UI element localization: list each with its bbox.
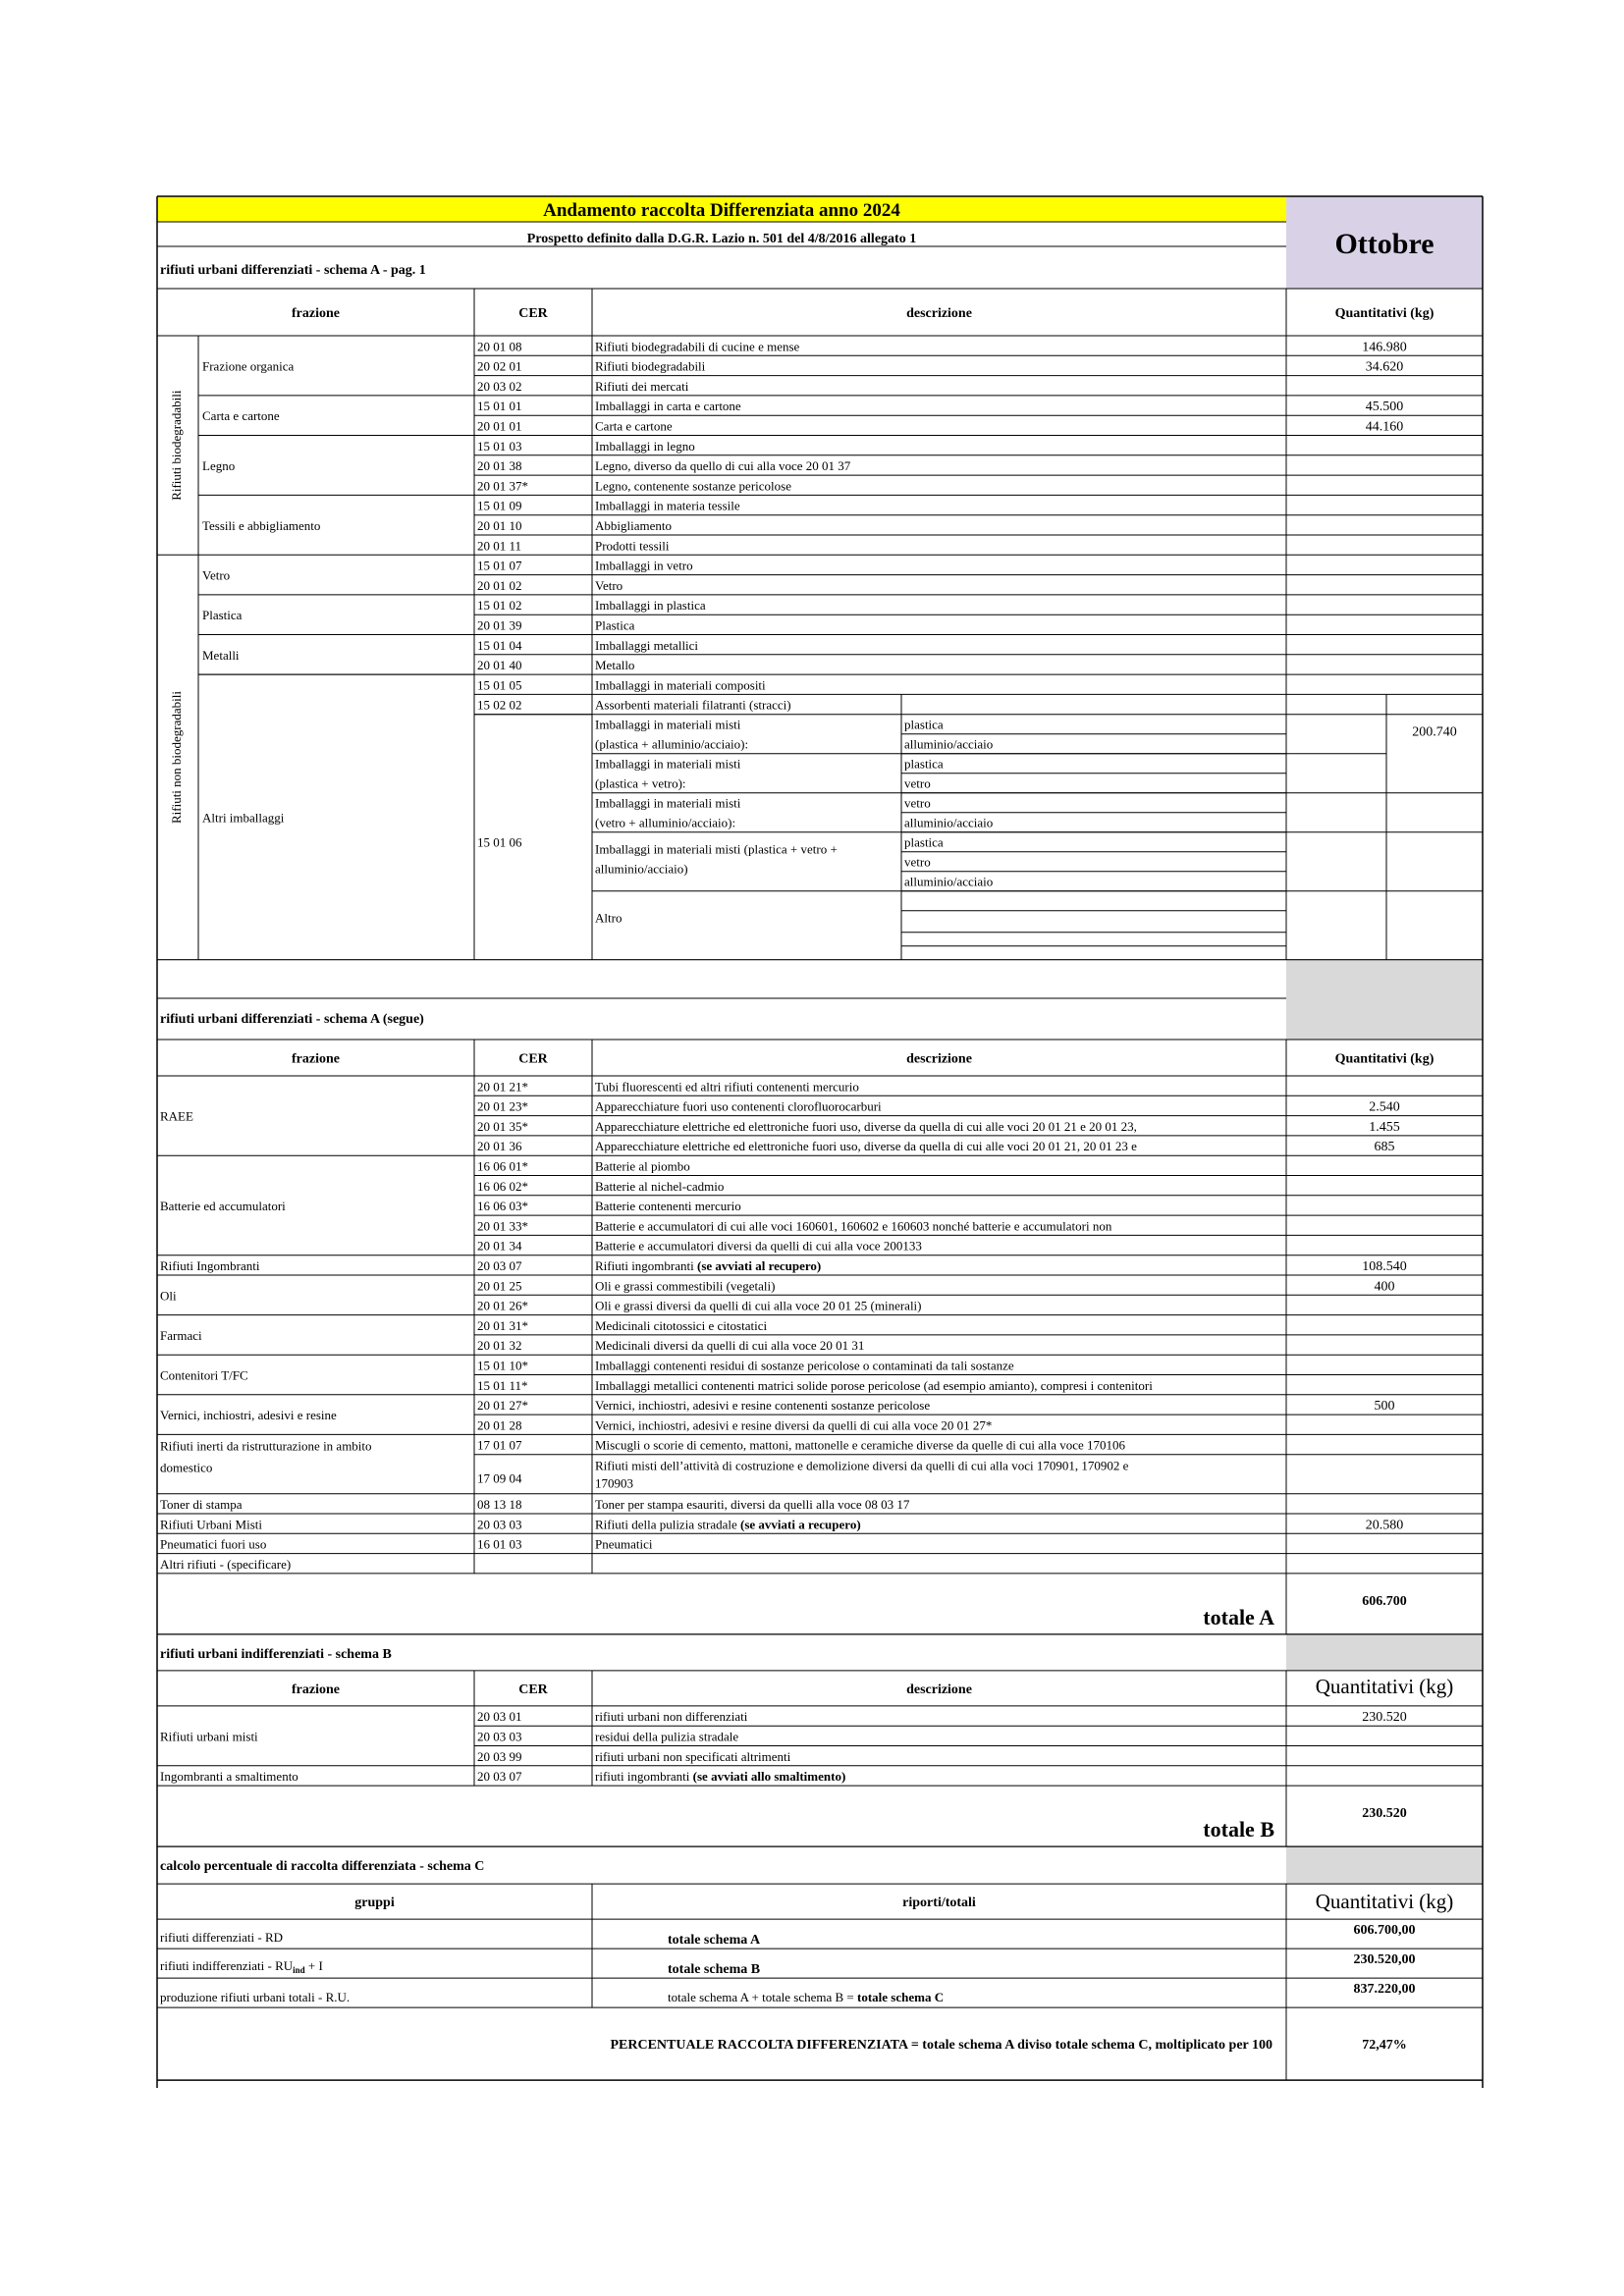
col-header-gruppi: gruppi bbox=[354, 1896, 395, 1911]
totale-a-label: totale A bbox=[1203, 1604, 1274, 1629]
col-header-frazione: frazione bbox=[292, 306, 340, 321]
group-label-bio: Rifiuti biodegradabili bbox=[169, 390, 184, 501]
description: (vetro + alluminio/acciaio): bbox=[595, 815, 736, 830]
cer-code: 15 01 07 bbox=[477, 558, 522, 573]
gray-fill-a bbox=[1286, 960, 1483, 1040]
frazione-label: Ingombranti a smaltimento bbox=[160, 1769, 298, 1785]
description: Prodotti tessili bbox=[595, 538, 670, 554]
cer-code: 20 01 21* bbox=[477, 1079, 528, 1095]
quantity-value: 1.455 bbox=[1369, 1119, 1400, 1135]
description: Abbigliamento bbox=[595, 518, 672, 533]
frazione-label: Rifiuti urbani misti bbox=[160, 1729, 258, 1744]
description: Miscugli o scorie di cemento, mattoni, mattonelle e ceramiche diverse da quelle di cui alla voce 170106 bbox=[595, 1437, 1126, 1453]
description: Batterie e accumulatori diversi da quelli di cui alla voce 200133 bbox=[595, 1238, 922, 1254]
description: Toner per stampa esauriti, diversi da quelli alla voce 08 03 17 bbox=[595, 1497, 910, 1512]
description: Apparecchiature fuori uso contenenti clorofluorocarburi bbox=[595, 1098, 882, 1114]
cer-code: 15 01 04 bbox=[477, 637, 522, 653]
cer-code: 20 01 36 bbox=[477, 1139, 522, 1154]
col-header-descrizione: descrizione bbox=[906, 306, 972, 321]
frazione-label: Farmaci bbox=[160, 1327, 202, 1343]
description: Legno, diverso da quello di cui alla voce 20 01 37 bbox=[595, 458, 851, 474]
bold-note: (se avviati allo smaltimento) bbox=[692, 1769, 846, 1785]
percentuale-label: PERCENTUALE RACCOLTA DIFFERENZIATA = totale schema A diviso totale schema C, moltiplicato per 100 bbox=[610, 2038, 1272, 2054]
col-header-frazione: frazione bbox=[292, 1682, 340, 1697]
frazione-label: Metalli bbox=[202, 647, 240, 663]
cer-code: 16 06 02* bbox=[477, 1178, 528, 1194]
frazione-label: domestico bbox=[160, 1460, 213, 1475]
description: Rifiuti ingombranti (se avviati al recupero) bbox=[595, 1258, 822, 1273]
cer-code: 20 01 11 bbox=[477, 538, 522, 554]
riporto-label: totale schema B bbox=[668, 1962, 761, 1978]
material-label: plastica bbox=[904, 834, 944, 850]
cer-code: 20 01 23* bbox=[477, 1098, 528, 1114]
description: Batterie al nichel-cadmio bbox=[595, 1178, 725, 1194]
cer-code: 17 01 07 bbox=[477, 1437, 522, 1453]
col-header-riporti: riporti/totali bbox=[902, 1896, 976, 1911]
cer-code: 16 01 03 bbox=[477, 1536, 522, 1552]
cer-code: 20 01 37* bbox=[477, 478, 528, 494]
description: Legno, contenente sostanze pericolose bbox=[595, 478, 791, 494]
cer-code: 15 01 05 bbox=[477, 677, 522, 693]
description: Rifiuti misti dell’attività di costruzione e demolizione diversi da quelli di cui alla voci 170901, 170902 e bbox=[595, 1458, 1129, 1473]
frazione-label: Carta e cartone bbox=[202, 408, 280, 424]
cer-code: 20 01 25 bbox=[477, 1278, 522, 1294]
cer-code: 20 01 38 bbox=[477, 458, 522, 474]
frazione-label: Rifiuti Ingombranti bbox=[160, 1258, 260, 1273]
description: Pneumatici bbox=[595, 1536, 653, 1552]
month-label: Ottobre bbox=[1334, 228, 1435, 260]
description: 170903 bbox=[595, 1475, 633, 1491]
cer-code: 16 06 01* bbox=[477, 1158, 528, 1174]
cer-code: 20 01 10 bbox=[477, 518, 522, 533]
col-header-quantita: Quantitativi (kg) bbox=[1315, 1674, 1454, 1698]
cer-code: 20 03 99 bbox=[477, 1748, 522, 1764]
report-title: Andamento raccolta Differenziata anno 2024 bbox=[543, 200, 900, 221]
material-label: vetro bbox=[904, 775, 931, 791]
description: Imballaggi in legno bbox=[595, 438, 695, 454]
gruppo-label: rifiuti differenziati - RD bbox=[160, 1930, 284, 1946]
frazione-label: Rifiuti Urbani Misti bbox=[160, 1517, 262, 1532]
frazione-label: Pneumatici fuori uso bbox=[160, 1536, 267, 1552]
frazione-label: Batterie ed accumulatori bbox=[160, 1198, 286, 1213]
col-header-cer: CER bbox=[518, 1682, 548, 1697]
gray-fill-b bbox=[1286, 1634, 1483, 1671]
description: Vernici, inchiostri, adesivi e resine contenenti sostanze pericolose bbox=[595, 1398, 931, 1414]
table-texts bbox=[160, 200, 1457, 2053]
quantity-value: 34.620 bbox=[1365, 359, 1404, 375]
cer-code: 20 01 33* bbox=[477, 1218, 528, 1234]
cer-code: 20 01 27* bbox=[477, 1398, 528, 1414]
riporto-label: totale schema A + totale schema B = totale schema C bbox=[668, 1990, 945, 2005]
quantity-value: 2.540 bbox=[1369, 1099, 1400, 1115]
cer-code: 15 01 06 bbox=[477, 834, 522, 850]
material-label: vetro bbox=[904, 854, 931, 870]
section-title-b: rifiuti urbani indifferenziati - schema B bbox=[160, 1646, 392, 1662]
cer-code: 20 01 01 bbox=[477, 418, 522, 434]
description: (plastica + vetro): bbox=[595, 775, 686, 791]
frazione-label: Altri rifiuti - (specificare) bbox=[160, 1556, 292, 1572]
quantity-value: 146.980 bbox=[1362, 340, 1407, 355]
frazione-label: Oli bbox=[160, 1288, 177, 1304]
totale-schema-a-value: 606.700,00 bbox=[1353, 1923, 1416, 1939]
quantity-value: 45.500 bbox=[1365, 400, 1404, 415]
description: Imballaggi in materiali compositi bbox=[595, 677, 766, 693]
gruppo-label: produzione rifiuti urbani totali - R.U. bbox=[160, 1990, 351, 2005]
totale-b-value: 230.520 bbox=[1362, 1806, 1407, 1822]
material-label: vetro bbox=[904, 795, 931, 811]
cer-code: 15 02 02 bbox=[477, 697, 522, 713]
description: Tubi fluorescenti ed altri rifiuti contenenti mercurio bbox=[595, 1079, 859, 1095]
cer-code: 15 01 09 bbox=[477, 498, 522, 513]
frazione-label: RAEE bbox=[160, 1108, 193, 1124]
bold-note: (se avviati al recupero) bbox=[697, 1258, 822, 1273]
description: Vernici, inchiostri, adesivi e resine diversi da quelli di cui alla voce 20 01 27* bbox=[595, 1417, 993, 1433]
description: Rifiuti della pulizia stradale (se avviati a recupero) bbox=[595, 1517, 861, 1532]
col-header-cer: CER bbox=[518, 1051, 548, 1067]
frazione-label: Vetro bbox=[202, 567, 231, 583]
percentuale-value: 72,47% bbox=[1362, 2038, 1407, 2054]
description: Assorbenti materiali filatranti (stracci) bbox=[595, 697, 791, 713]
gruppo-label-tail: + I bbox=[304, 1958, 323, 1974]
description: Imballaggi in materia tessile bbox=[595, 498, 740, 513]
description: Imballaggi metallici contenenti matrici solide porose pericolose (ad esempio amianto), compresi i contenitori bbox=[595, 1377, 1153, 1393]
col-header-quantita: Quantitativi (kg) bbox=[1315, 1890, 1454, 1914]
description: Rifiuti biodegradabili bbox=[595, 358, 706, 374]
description: Rifiuti biodegradabili di cucine e mense bbox=[595, 339, 800, 354]
description: Plastica bbox=[595, 617, 635, 633]
description: alluminio/acciaio) bbox=[595, 861, 688, 877]
material-label: alluminio/acciaio bbox=[904, 874, 994, 889]
subscript-ind: ind bbox=[293, 1965, 305, 1976]
cer-code: 20 03 07 bbox=[477, 1769, 522, 1785]
description: Imballaggi in vetro bbox=[595, 558, 693, 573]
bold-note: (se avviati a recupero) bbox=[740, 1517, 861, 1532]
col-header-descrizione: descrizione bbox=[906, 1051, 972, 1067]
description: Metallo bbox=[595, 658, 635, 673]
cer-code: 20 03 02 bbox=[477, 378, 522, 394]
col-header-descrizione: descrizione bbox=[906, 1682, 972, 1697]
material-label: alluminio/acciaio bbox=[904, 815, 994, 830]
description: Rifiuti dei mercati bbox=[595, 378, 689, 394]
cer-code: 15 01 03 bbox=[477, 438, 522, 454]
quantity-value: 44.160 bbox=[1365, 419, 1404, 435]
quantity-value: 20.580 bbox=[1365, 1518, 1404, 1533]
frazione-label: Frazione organica bbox=[202, 358, 295, 374]
cer-code: 20 02 01 bbox=[477, 358, 522, 374]
description: Batterie contenenti mercurio bbox=[595, 1199, 741, 1214]
frazione-label: Legno bbox=[202, 457, 236, 473]
frazione-label: Altri imballaggi bbox=[202, 810, 285, 826]
description: Oli e grassi commestibili (vegetali) bbox=[595, 1278, 776, 1294]
cer-code: 20 01 34 bbox=[477, 1238, 522, 1254]
description: Imballaggi metallici bbox=[595, 637, 699, 653]
cer-code: 20 01 08 bbox=[477, 339, 522, 354]
frazione-label: Contenitori T/FC bbox=[160, 1367, 248, 1383]
material-label: alluminio/acciaio bbox=[904, 736, 994, 752]
description: Imballaggi in plastica bbox=[595, 598, 706, 614]
quantity-value: 685 bbox=[1374, 1140, 1395, 1155]
col-header-cer: CER bbox=[518, 306, 548, 321]
report-subtitle: Prospetto definito dalla D.G.R. Lazio n. 501 del 4/8/2016 allegato 1 bbox=[526, 232, 917, 246]
quantity-value: 200.740 bbox=[1412, 724, 1457, 740]
description: rifiuti ingombranti (se avviati allo smaltimento) bbox=[595, 1769, 846, 1785]
quantity-value: 500 bbox=[1374, 1399, 1395, 1415]
cer-code: 20 01 32 bbox=[477, 1338, 522, 1354]
section-title-c: calcolo percentuale di raccolta differenziata - schema C bbox=[160, 1859, 485, 1875]
section-title-a-cont: rifiuti urbani differenziati - schema A (segue) bbox=[160, 1012, 424, 1027]
description: rifiuti urbani non specificati altrimenti bbox=[595, 1748, 791, 1764]
cer-code: 20 01 40 bbox=[477, 658, 522, 673]
description: Imballaggi in materiali misti bbox=[595, 756, 741, 772]
description: Oli e grassi diversi da quelli di cui alla voce 20 01 25 (minerali) bbox=[595, 1298, 922, 1313]
frazione-label: Tessili e abbigliamento bbox=[202, 517, 321, 533]
cer-code: 20 01 02 bbox=[477, 577, 522, 593]
frazione-label: Rifiuti inerti da ristrutturazione in ambito bbox=[160, 1438, 372, 1454]
description: Vetro bbox=[595, 577, 623, 593]
quantity-value: 400 bbox=[1374, 1279, 1395, 1295]
totale-schema-c-value: 837.220,00 bbox=[1353, 1982, 1416, 1998]
description: Imballaggi in materiali misti bbox=[595, 795, 741, 811]
bold-note: totale schema C bbox=[857, 1990, 945, 2005]
cer-code: 20 01 26* bbox=[477, 1298, 528, 1313]
cer-code: 20 01 39 bbox=[477, 617, 522, 633]
quantity-value: 230.520 bbox=[1362, 1710, 1407, 1726]
material-label: plastica bbox=[904, 756, 944, 772]
gray-fill-c bbox=[1286, 1846, 1483, 1884]
col-header-quantita: Quantitativi (kg) bbox=[1334, 306, 1435, 321]
totale-schema-b-value: 230.520,00 bbox=[1353, 1952, 1416, 1968]
description: Apparecchiature elettriche ed elettroniche fuori uso, diverse da quella di cui alle voci 20 01 21 e 20 01 23, bbox=[595, 1118, 1137, 1134]
cer-code: 20 03 03 bbox=[477, 1517, 522, 1532]
description: Apparecchiature elettriche ed elettroniche fuori uso, diverse da quella di cui alle voci 20 01 21, 20 01 23 e bbox=[595, 1139, 1137, 1154]
description: Carta e cartone bbox=[595, 418, 673, 434]
group-label-nonbio: Rifiuti non biodegradabili bbox=[169, 690, 184, 825]
description: residui della pulizia stradale bbox=[595, 1729, 739, 1744]
description: Medicinali citotossici e citostatici bbox=[595, 1317, 768, 1333]
cer-code: 20 03 07 bbox=[477, 1258, 522, 1273]
totale-b-label: totale B bbox=[1203, 1817, 1274, 1842]
material-label: plastica bbox=[904, 717, 944, 732]
description: rifiuti urbani non differenziati bbox=[595, 1709, 748, 1725]
totale-a-value: 606.700 bbox=[1362, 1593, 1407, 1609]
cer-code: 08 13 18 bbox=[477, 1497, 522, 1512]
quantity-value: 108.540 bbox=[1362, 1259, 1407, 1274]
cer-code: 15 01 01 bbox=[477, 399, 522, 414]
cer-code: 17 09 04 bbox=[477, 1470, 522, 1486]
frazione-label: Plastica bbox=[202, 608, 243, 623]
cer-code: 15 01 10* bbox=[477, 1358, 528, 1373]
col-header-frazione: frazione bbox=[292, 1051, 340, 1067]
cer-code: 20 03 03 bbox=[477, 1729, 522, 1744]
description: Imballaggi contenenti residui di sostanze pericolose o contaminati da tali sostanze bbox=[595, 1358, 1014, 1373]
cer-code: 15 01 11* bbox=[477, 1377, 528, 1393]
cer-code: 15 01 02 bbox=[477, 598, 522, 614]
description: Imballaggi in materiali misti (plastica + vetro + bbox=[595, 841, 838, 857]
cer-code: 16 06 03* bbox=[477, 1199, 528, 1214]
riporto-label: totale schema A bbox=[668, 1933, 761, 1949]
description: (plastica + alluminio/acciaio): bbox=[595, 736, 749, 752]
frazione-label: Toner di stampa bbox=[160, 1497, 243, 1512]
frazione-label: Vernici, inchiostri, adesivi e resine bbox=[160, 1408, 337, 1423]
description: Imballaggi in materiali misti bbox=[595, 717, 741, 732]
description: Imballaggi in carta e cartone bbox=[595, 399, 741, 414]
description: Altro bbox=[595, 910, 623, 926]
description: Batterie e accumulatori di cui alle voci 160601, 160602 e 160603 nonché batterie e accumulatori non bbox=[595, 1218, 1112, 1234]
description: Medicinali diversi da quelli di cui alla voce 20 01 31 bbox=[595, 1338, 865, 1354]
description: Batterie al piombo bbox=[595, 1158, 690, 1174]
cer-code: 20 01 31* bbox=[477, 1317, 528, 1333]
cer-code: 20 03 01 bbox=[477, 1709, 522, 1725]
section-title-a: rifiuti urbani differenziati - schema A - pag. 1 bbox=[160, 263, 426, 278]
cer-code: 20 01 35* bbox=[477, 1118, 528, 1134]
cer-code: 20 01 28 bbox=[477, 1417, 522, 1433]
col-header-quantita: Quantitativi (kg) bbox=[1334, 1051, 1435, 1067]
gruppo-label: rifiuti indifferenziati - $RU_{ind} + I$ bbox=[160, 1958, 323, 1976]
